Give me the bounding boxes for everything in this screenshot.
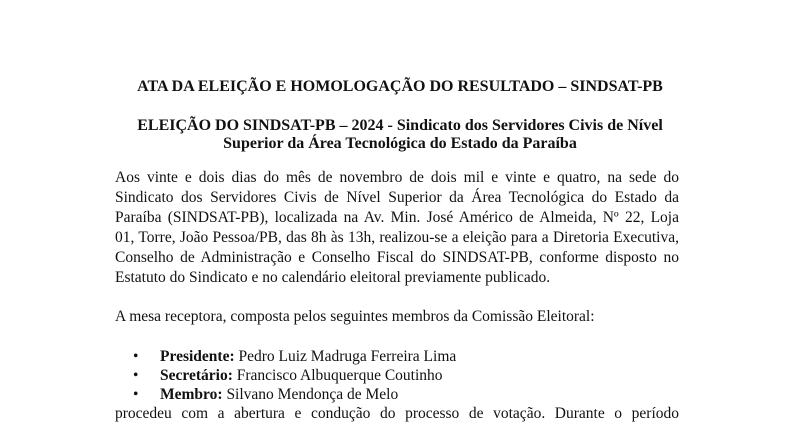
paragraph-line: Estatuto do Sindicato e no calendário eleitoral previamente publicado. bbox=[115, 269, 551, 286]
paragraph-line: Paraíba (SINDSAT-PB), localizada na Av. Min. José Américo de Almeida, Nº 22, Loja bbox=[115, 209, 679, 226]
document-subtitle-line-2: Superior da Área Tecnológica do Estado da Paraíba bbox=[223, 135, 577, 152]
list-item: • Secretário: Francisco Albuquerque Coutinho bbox=[133, 367, 443, 384]
list-item: • Presidente: Pedro Luiz Madruga Ferreira Lima bbox=[133, 348, 457, 365]
paragraph-commission: A mesa receptora, composta pelos seguintes membros da Comissão Eleitoral: bbox=[115, 308, 595, 325]
paragraph-line: Aos vinte e dois dias do mês de novembro de dois mil e vinte e quatro, na sede do bbox=[115, 169, 679, 186]
paragraph-line: Conselho de Administração e Conselho Fiscal do SINDSAT-PB, conforme disposto no bbox=[115, 249, 679, 266]
paragraph-line: Sindicato dos Servidores Civis de Nível Superior da Área Tecnológica do Estado da bbox=[115, 189, 679, 206]
bullet-icon: • bbox=[133, 348, 139, 365]
document-title: ATA DA ELEIÇÃO E HOMOLOGAÇÃO DO RESULTADO – SINDSAT-PB bbox=[137, 78, 663, 95]
bullet-icon: • bbox=[133, 367, 139, 384]
paragraph-line: 01, Torre, João Pessoa/PB, das 8h às 13h, realizou-se a eleição para a Diretoria Executiva, bbox=[115, 229, 679, 246]
document-subtitle-line-1: ELEIÇÃO DO SINDSAT-PB – 2024 - Sindicato dos Servidores Civis de Nível bbox=[137, 117, 663, 134]
list-item: • Membro: Silvano Mendonça de Melo bbox=[133, 386, 399, 403]
bullet-icon: • bbox=[133, 386, 139, 403]
paragraph-line: procedeu com a abertura e condução do processo de votação. Durante o período bbox=[115, 405, 679, 422]
